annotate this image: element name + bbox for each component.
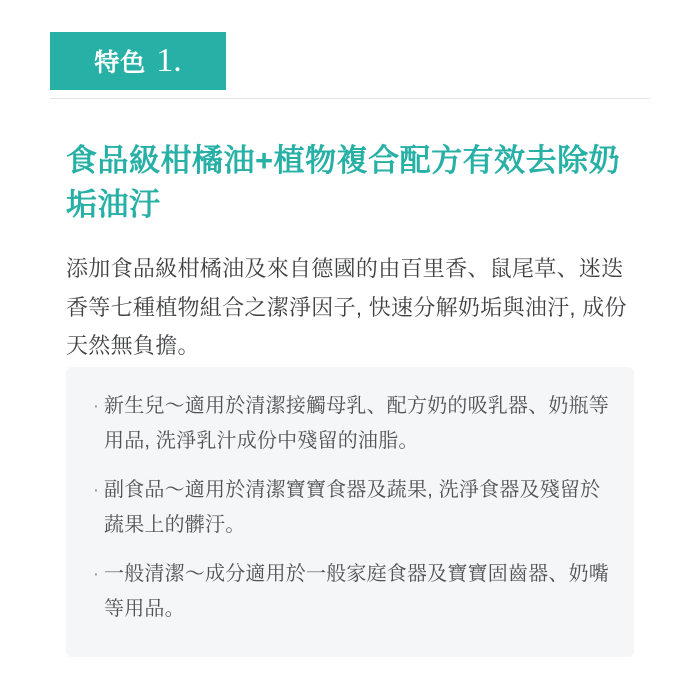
usage-list — [88, 389, 610, 627]
feature-badge-number: 1. — [156, 42, 182, 79]
feature-heading: 食品級柑橘油+植物複合配方有效去除奶垢油汙 — [66, 142, 621, 222]
list-item — [88, 389, 610, 459]
list-item — [88, 473, 610, 543]
feature-badge-inner — [94, 44, 182, 78]
list-item-text: 新生兒～適用於清潔接觸母乳、配方奶的吸乳器、奶瓶等用品, 洗淨乳汁成份中殘留的油脂。 — [104, 395, 609, 452]
list-item-text: 一般清潔～成分適用於一般家庭食器及寶寶固齒器、奶嘴等用品。 — [104, 563, 609, 620]
bullet-dot-icon: · — [92, 479, 100, 501]
feature-badge-label: 特色 — [94, 49, 147, 77]
header-divider — [50, 98, 650, 99]
bullet-dot-icon: · — [92, 395, 100, 417]
bullet-dot-icon: · — [92, 563, 100, 585]
list-item-text: 副食品～適用於清潔寶寶食器及蔬果, 洗淨食器及殘留於蔬果上的髒汙。 — [104, 479, 601, 536]
list-item — [88, 557, 610, 627]
feature-badge — [50, 32, 226, 90]
feature-description: 添加食品級柑橘油及來自德國的由百里香、鼠尾草、迷迭香等七種植物組合之潔淨因子, 快速分解奶垢與油汙, 成份天然無負擔。 — [66, 256, 627, 358]
usage-card — [66, 367, 634, 657]
